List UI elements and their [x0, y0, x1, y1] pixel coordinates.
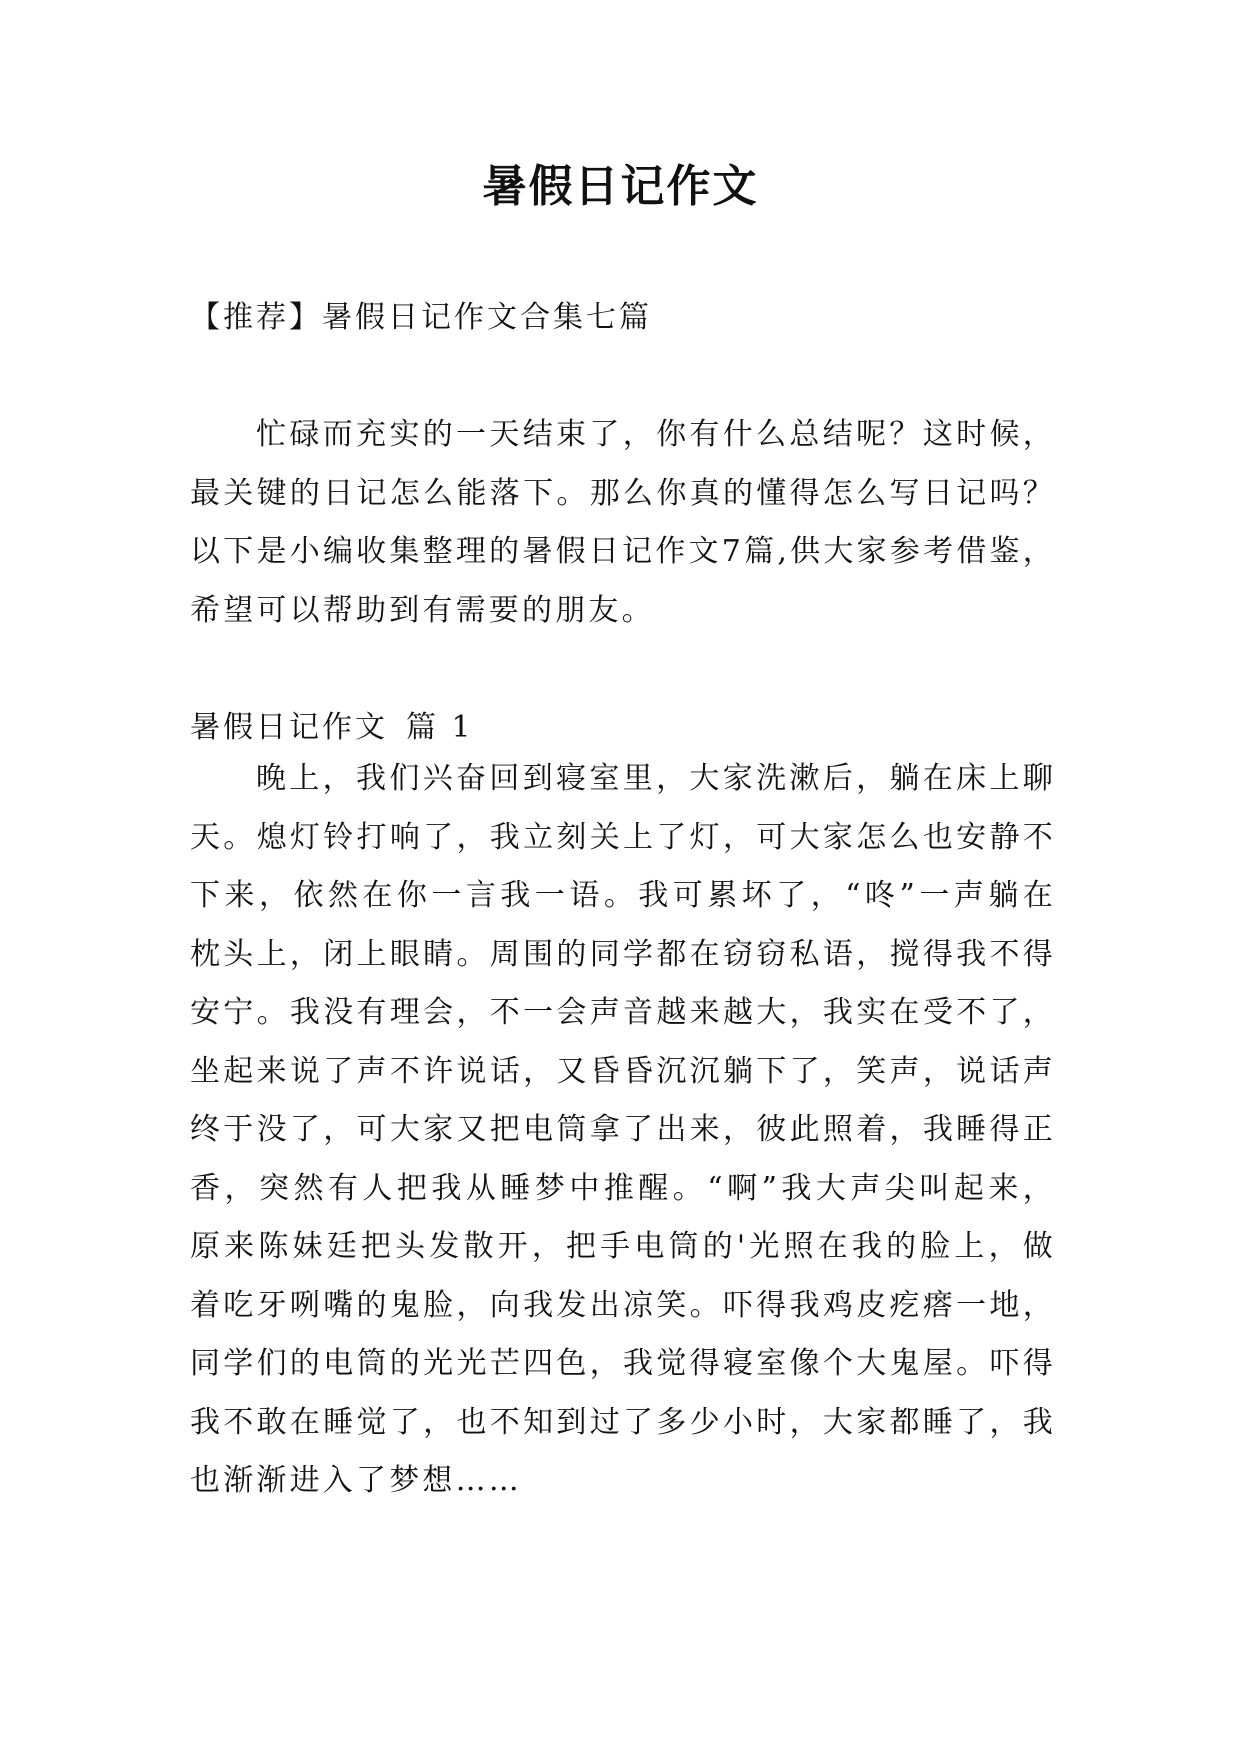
document-subtitle: 【推荐】暑假日记作文合集七篇 [190, 300, 652, 335]
section-heading-title: 暑假日记作文 [190, 710, 388, 745]
intro-paragraph: 忙碌而充实的一天结束了，你有什么总结呢？这时候，最关键的日记怎么能落下。那么你真的懂得怎么写日记吗？以下是小编收集整理的暑假日记作文7篇,供大家参考借鉴，希望可以帮助到有需要的朋友。 [190, 417, 1056, 628]
article-paragraph: 晚上，我们兴奋回到寝室里，大家洗漱后，躺在床上聊天。熄灯铃打响了，我立刻关上了灯，可大家怎么也安静不下来，依然在你一言我一语。我可累坏了，“咚”一声躺在枕头上，闭上眼睛。周围的同学都在窃窃私语，搅得我不得安宁。我没有理会，不一会声音越来越大，我实在受不了，坐起来说了声不许说话，又昏昏沉沉躺下了，笑声，说话声终于没了，可大家又把电筒拿了出来，彼此照着，我睡得正香，突然有人把我从睡梦中推醒。“啊”我大声尖叫起来，原来陈妹廷把头发散开，把手电筒的'光照在我的脸上，做着吃牙咧嘴的鬼脸，向我发出凉笑。吓得我鸡皮疙瘩一地，同学们的电筒的光光芒四色，我觉得寝室像个大鬼屋。吓得我不敢在睡觉了，也不知到过了多少小时，大家都睡了，我也渐渐进入了梦想…… [190, 761, 1056, 1498]
document-title: 暑假日记作文 [482, 161, 759, 212]
section-heading-number: 篇 1 [406, 710, 474, 745]
section-heading [190, 702, 474, 746]
